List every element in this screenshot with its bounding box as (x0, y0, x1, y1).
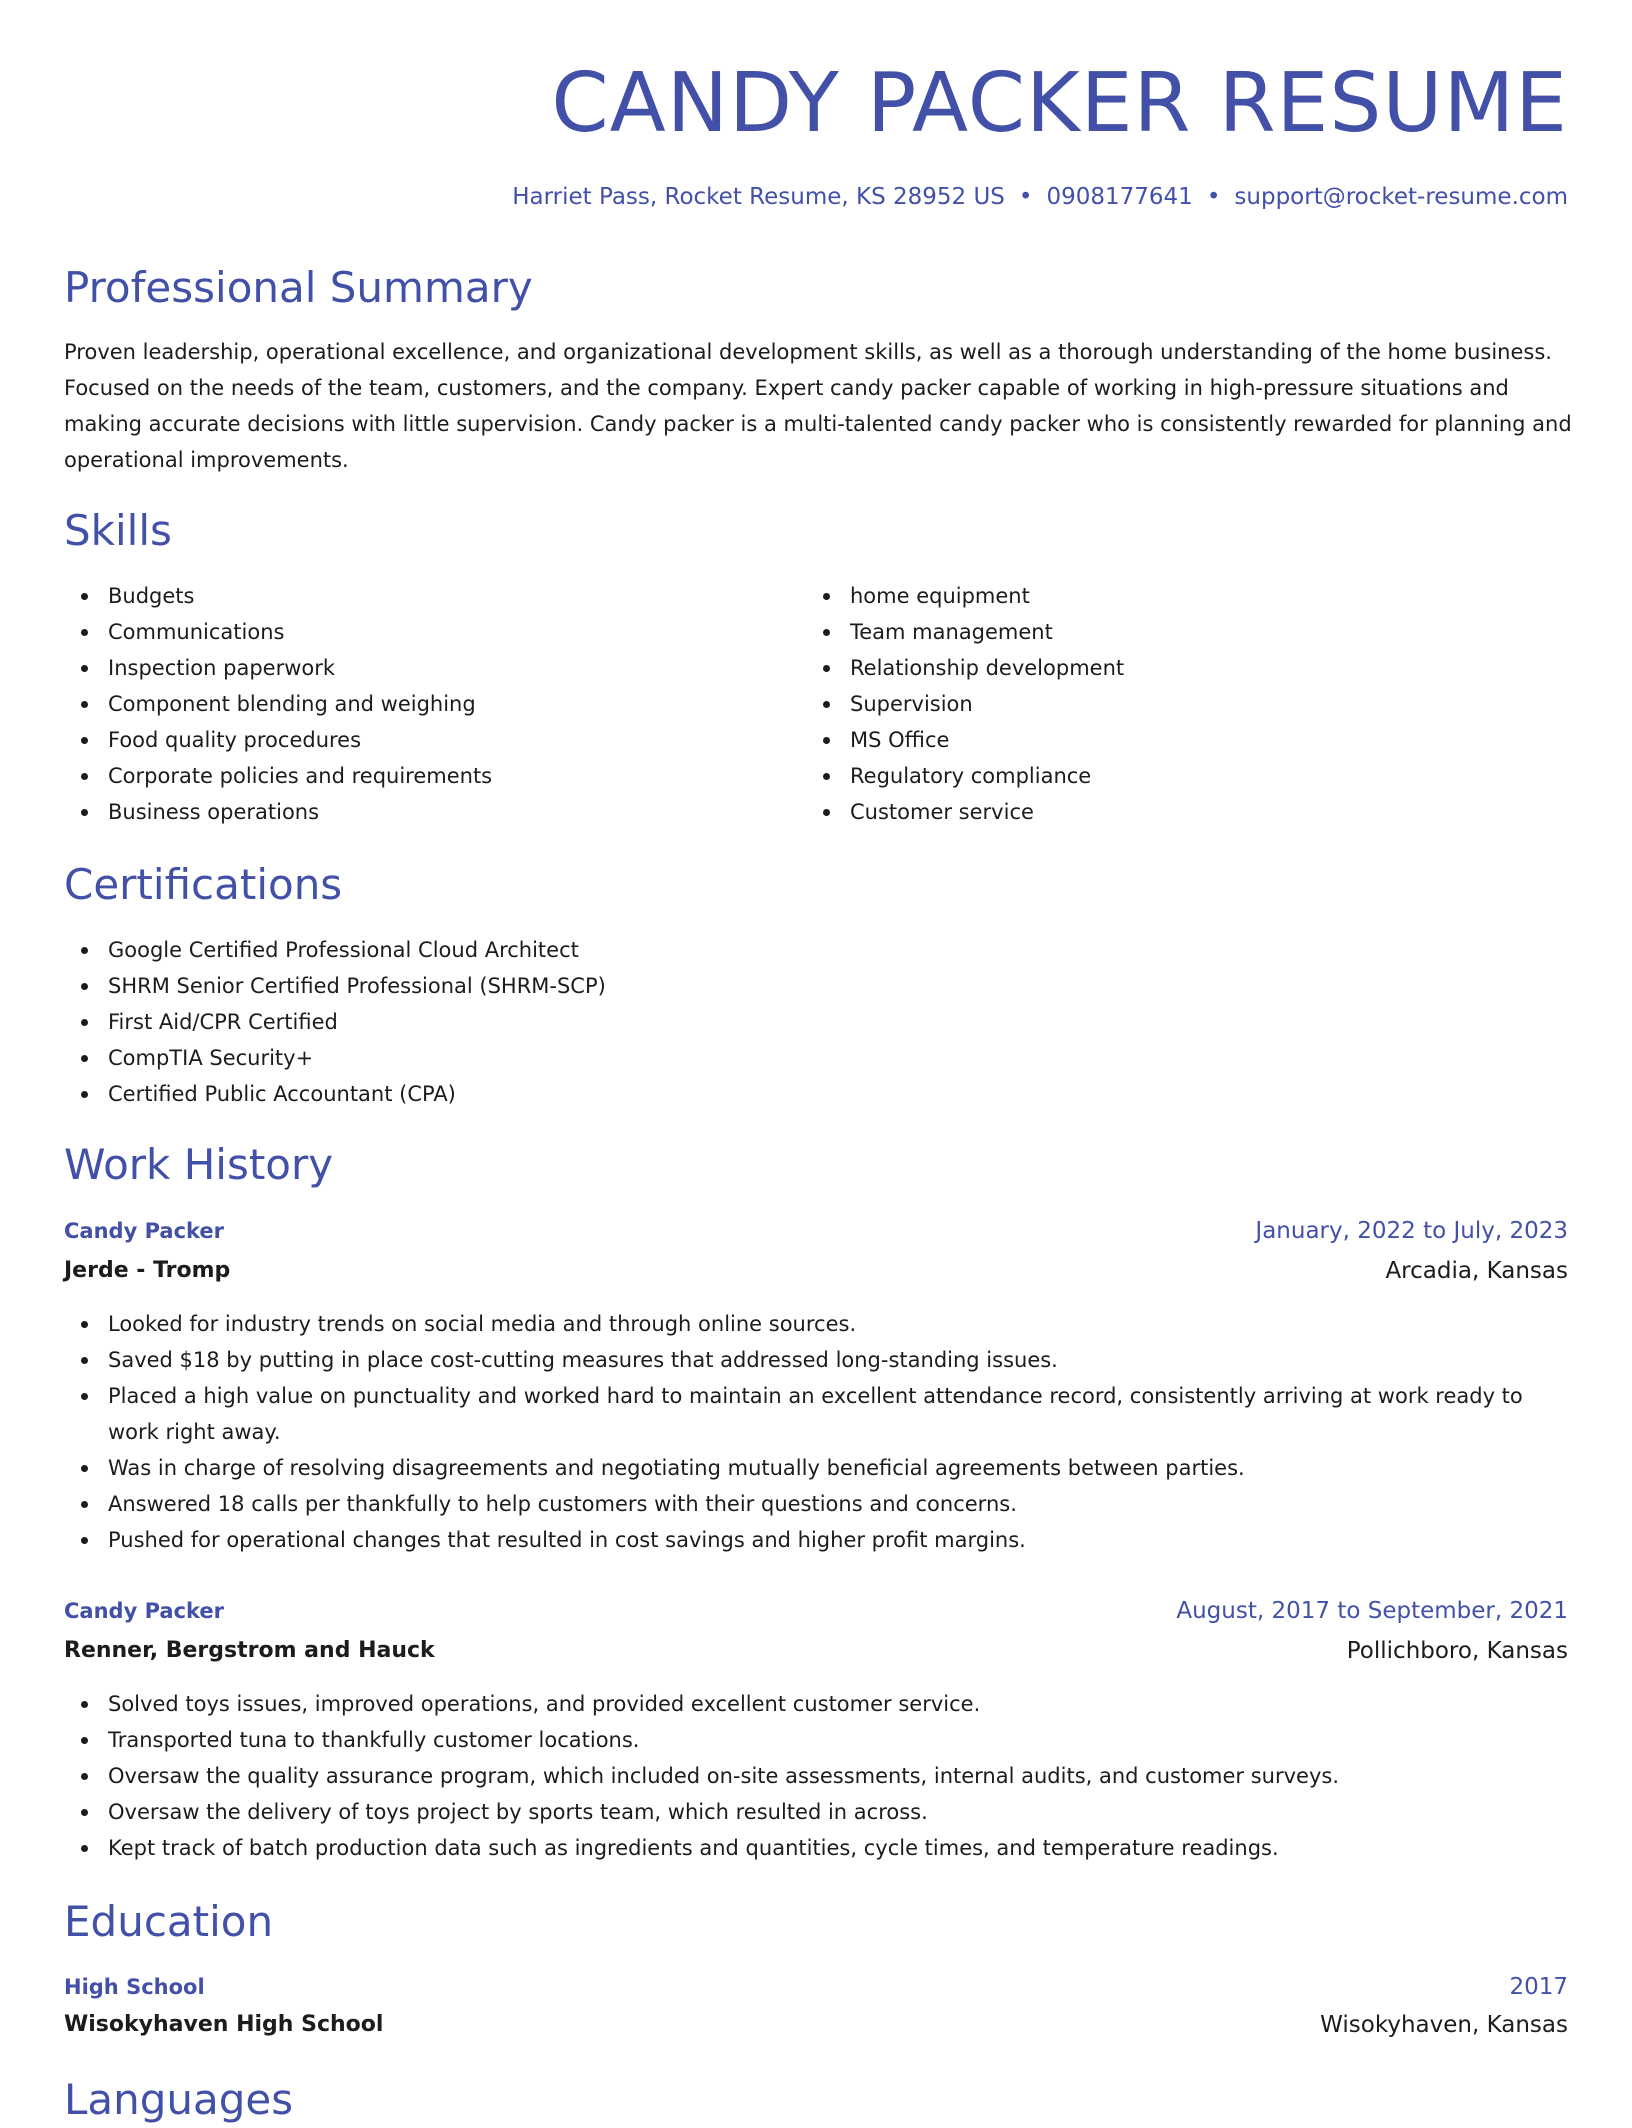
education-school-row (64, 2007, 1568, 2043)
skill-item: Communications (64, 614, 764, 650)
summary-heading: Professional Summary (64, 263, 533, 312)
education-location: Wisokyhaven, Kansas (1320, 2012, 1568, 2038)
skill-item: MS Office (806, 722, 1506, 758)
job-bullet: Pushed for operational changes that resulted in cost savings and higher profit margins. (64, 1522, 1544, 1558)
job-dates: January, 2022 to July, 2023 (1255, 1218, 1568, 1244)
education-degree: High School (64, 1975, 205, 1999)
education-degree-row (64, 1969, 1568, 2005)
job-bullet: Transported tuna to thankfully customer locations. (64, 1722, 1544, 1758)
languages-heading: Languages (64, 2075, 294, 2124)
skill-item: Corporate policies and requirements (64, 758, 764, 794)
contact-separator: • (1018, 184, 1033, 210)
job-bullet: Solved toys issues, improved operations, and provided excellent customer service. (64, 1686, 1544, 1722)
job-bullets (64, 1306, 1544, 1558)
job-bullet: Was in charge of resolving disagreements and negotiating mutually beneficial agreements between parties. (64, 1450, 1544, 1486)
job-title-row (64, 1213, 1568, 1249)
job-bullets (64, 1686, 1544, 1866)
job-bullet: Kept track of batch production data such as ingredients and quantities, cycle times, and temperature readings. (64, 1830, 1544, 1866)
skills-list-left (64, 578, 764, 830)
job-title-row (64, 1593, 1568, 1629)
certification-item: First Aid/CPR Certified (64, 1004, 1568, 1040)
skill-item: Inspection paperwork (64, 650, 764, 686)
skills-heading: Skills (64, 506, 172, 555)
email-link[interactable]: support@rocket-resume.com (1234, 184, 1568, 210)
job-bullet: Oversaw the quality assurance program, which included on-site assessments, internal audits, and customer surveys. (64, 1758, 1544, 1794)
education-heading: Education (64, 1897, 274, 1946)
job-company: Jerde - Tromp (64, 1258, 231, 1283)
job-bullet: Placed a high value on punctuality and worked hard to maintain an excellent attendance record, consistently arriving at work ready to work right away. (64, 1378, 1544, 1450)
skill-item: Component blending and weighing (64, 686, 764, 722)
job-company-row (64, 1633, 1568, 1669)
job-bullet: Saved $18 by putting in place cost-cutting measures that addressed long-standing issues. (64, 1342, 1544, 1378)
skill-item: Budgets (64, 578, 764, 614)
job-company-row (64, 1253, 1568, 1289)
job-location: Arcadia, Kansas (1385, 1258, 1568, 1284)
certification-item: SHRM Senior Certified Professional (SHRM-SCP) (64, 968, 1568, 1004)
skill-item: Food quality procedures (64, 722, 764, 758)
education-year: 2017 (1509, 1974, 1568, 2000)
skill-item: Customer service (806, 794, 1506, 830)
contact-line (512, 179, 1568, 215)
certifications-heading: Certifications (64, 860, 343, 909)
skill-item: home equipment (806, 578, 1506, 614)
job-title: Candy Packer (64, 1219, 225, 1243)
skill-item: Relationship development (806, 650, 1506, 686)
contact-separator: • (1206, 184, 1221, 210)
skill-item: Regulatory compliance (806, 758, 1506, 794)
resume-name-heading: CANDY PACKER RESUME (551, 56, 1568, 151)
skills-list-right (806, 578, 1506, 830)
skill-item: Supervision (806, 686, 1506, 722)
certification-item: Google Certified Professional Cloud Architect (64, 932, 1568, 968)
skill-item: Business operations (64, 794, 764, 830)
job-bullet: Looked for industry trends on social media and through online sources. (64, 1306, 1544, 1342)
job-location: Pollichboro, Kansas (1346, 1638, 1568, 1664)
certification-item: CompTIA Security+ (64, 1040, 1568, 1076)
job-company: Renner, Bergstrom and Hauck (64, 1638, 435, 1663)
certification-item: Certified Public Accountant (CPA) (64, 1076, 1568, 1112)
job-bullet: Answered 18 calls per thankfully to help customers with their questions and concerns. (64, 1486, 1544, 1522)
job-dates: August, 2017 to September, 2021 (1176, 1598, 1568, 1624)
address-text: Harriet Pass, Rocket Resume, KS 28952 US (512, 184, 1005, 210)
skill-item: Team management (806, 614, 1506, 650)
work-history-heading: Work History (64, 1140, 334, 1189)
education-school: Wisokyhaven High School (64, 2012, 384, 2037)
job-bullet: Oversaw the delivery of toys project by sports team, which resulted in across. (64, 1794, 1544, 1830)
phone-text: 0908177641 (1046, 184, 1193, 210)
certifications-list (64, 932, 1568, 1112)
summary-text: Proven leadership, operational excellence, and organizational development skills, as well as a thorough understanding of the home business. Focused on the needs of the team, customers, and the company. Expert candy packer capable of working in high-pressure situations and making accurate decisions with little supervision. Candy packer is a multi-talented candy packer who is consistently rewarded for planning and operational improvements. (64, 340, 1572, 472)
job-title: Candy Packer (64, 1599, 225, 1623)
